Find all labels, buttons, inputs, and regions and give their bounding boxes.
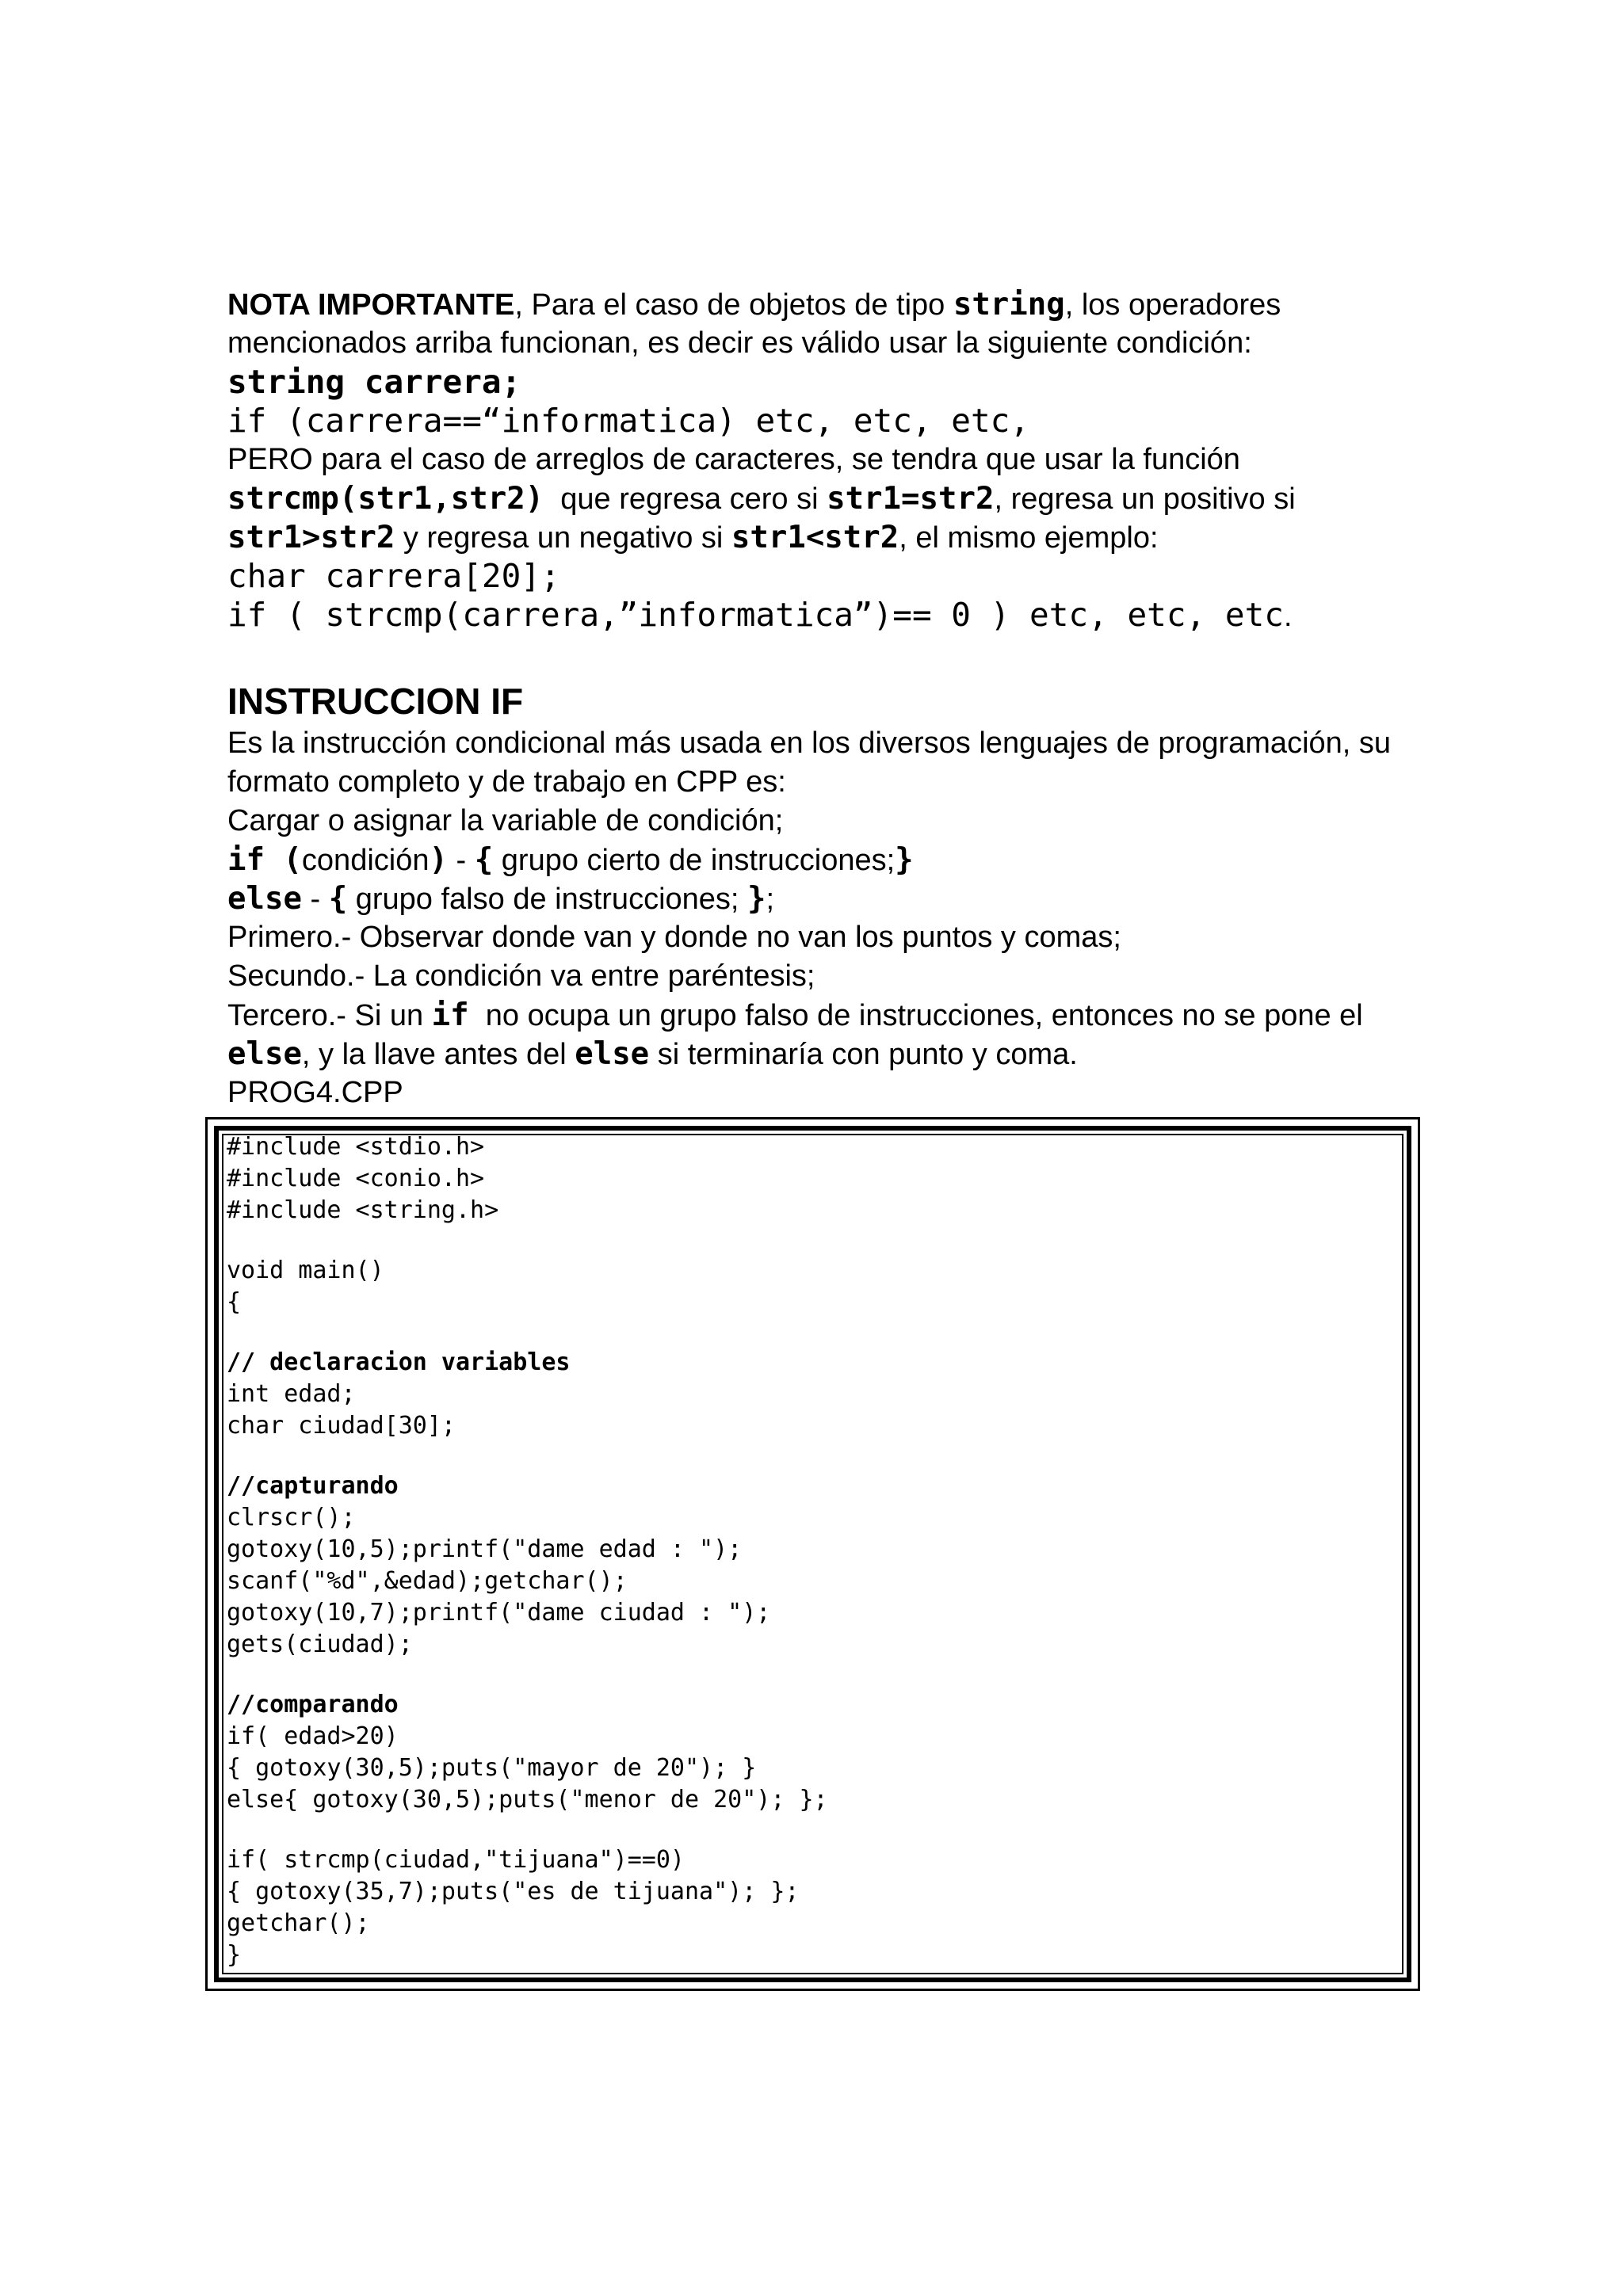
- section-p4-if-format: if (condición) - { grupo cierto de instrucciones;}: [227, 842, 914, 878]
- note-code-char-decl: char carrera[20];: [227, 557, 560, 595]
- code-line: [227, 1442, 1400, 1470]
- section-p5-else-format: else - { grupo falso de instrucciones; };: [227, 881, 775, 917]
- note-code-if-string: if (carrera==“informatica) etc, etc, etc,: [227, 402, 1030, 440]
- code-listing: [227, 1131, 1400, 1971]
- code-line: [227, 1318, 1400, 1347]
- code-line: [227, 1661, 1400, 1689]
- section-body: [227, 724, 1416, 1112]
- note-line-5: PERO para el caso de arreglos de caracteres, se tendra que usar la función: [227, 443, 1240, 476]
- code-line: else{ gotoxy(30,5);puts("menor de 20"); };: [227, 1786, 828, 1814]
- code-line: //comparando: [227, 1691, 399, 1718]
- section-p9: else, y la llave antes del else si terminaría con punto y coma.: [227, 1036, 1078, 1072]
- section-p6: Primero.- Observar donde van y donde no van los puntos y comas;: [227, 921, 1121, 954]
- code-line: { gotoxy(30,5);puts("mayor de 20"); }: [227, 1754, 757, 1782]
- section-p1: Es la instrucción condicional más usada en los diversos lenguajes de programación, su: [227, 727, 1392, 760]
- code-line: [227, 1226, 1400, 1255]
- section-p3: Cargar o asignar la variable de condición;: [227, 804, 784, 837]
- note-code-strcmp: if ( strcmp(carrera,”informatica”)== 0 ) etc, etc, etc.: [227, 596, 1293, 634]
- code-line: { gotoxy(35,7);puts("es de tijuana"); };: [227, 1878, 800, 1905]
- code-line: if( edad>20): [227, 1722, 399, 1750]
- code-line: gotoxy(10,5);printf("dame edad : ");: [227, 1535, 743, 1563]
- code-line: gotoxy(10,7);printf("dame ciudad : ");: [227, 1599, 771, 1627]
- section-title: INSTRUCCION IF: [227, 681, 524, 722]
- code-line: //capturando: [227, 1472, 399, 1500]
- code-line: clrscr();: [227, 1504, 356, 1531]
- section-p7: Secundo.- La condición va entre paréntesis;: [227, 959, 815, 993]
- note-line-1: NOTA IMPORTANTE, Para el caso de objetos de tipo string, los operadores: [227, 287, 1281, 322]
- code-line: }: [227, 1941, 242, 1969]
- note-code-string-decl: string carrera;: [227, 363, 521, 401]
- code-line: gets(ciudad);: [227, 1630, 413, 1658]
- code-line: char ciudad[30];: [227, 1412, 456, 1440]
- code-line: [227, 1816, 1400, 1844]
- code-line: int edad;: [227, 1380, 356, 1408]
- note-line-7: str1>str2 y regresa un negativo si str1<str2, el mismo ejemplo:: [227, 520, 1159, 555]
- code-line: scanf("%d",&edad);getchar();: [227, 1567, 628, 1595]
- code-line: // declaracion variables: [227, 1348, 571, 1376]
- code-line: {: [227, 1288, 242, 1316]
- code-line: #include <conio.h>: [227, 1165, 485, 1192]
- code-line: getchar();: [227, 1909, 370, 1937]
- code-line: if( strcmp(ciudad,"tijuana")==0): [227, 1846, 685, 1874]
- code-line: #include <stdio.h>: [227, 1133, 485, 1161]
- section-p2: formato completo y de trabajo en CPP es:: [227, 765, 786, 799]
- code-line: #include <string.h>: [227, 1196, 499, 1224]
- code-line: void main(): [227, 1257, 384, 1284]
- note-line-2: mencionados arriba funcionan, es decir es válido usar la siguiente condición:: [227, 326, 1252, 360]
- section-p8: Tercero.- Si un if no ocupa un grupo falso de instrucciones, entonces no se pone el: [227, 997, 1363, 1033]
- program-filename: PROG4.CPP: [227, 1076, 403, 1109]
- note-block: [227, 285, 1416, 635]
- note-line-6: strcmp(str1,str2) que regresa cero si str1=str2, regresa un positivo si: [227, 481, 1296, 517]
